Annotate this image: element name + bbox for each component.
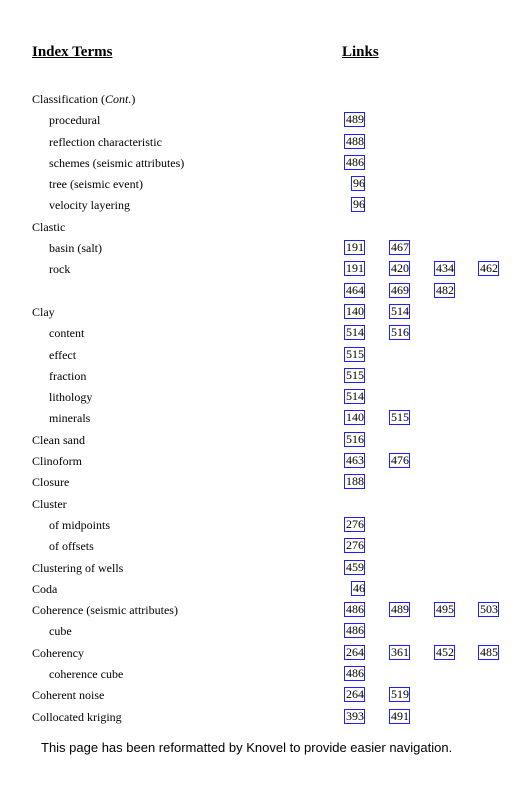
term-text: procedural [49, 113, 101, 128]
index-subterm [49, 135, 162, 150]
index-term [32, 582, 57, 597]
index-subterm [49, 348, 76, 363]
term-text: Clustering of wells [32, 560, 124, 575]
page-link[interactable]: 462 [480, 261, 498, 276]
term-text: Coherent noise [32, 688, 105, 703]
index-entries [0, 89, 531, 728]
term-text: Coherence (seismic attributes) [32, 603, 178, 618]
term-text: Collocated kriging [32, 709, 122, 724]
index-subterm [49, 326, 84, 341]
page-link[interactable]: 393 [346, 708, 364, 723]
page-link[interactable]: 514 [346, 325, 364, 340]
term-text: content [49, 326, 85, 341]
page-link[interactable]: 188 [346, 474, 364, 489]
index-row [0, 579, 531, 600]
term-text: basin (salt) [49, 241, 102, 256]
index-subterm [49, 518, 110, 533]
index-row [0, 366, 531, 387]
index-term [32, 646, 84, 661]
index-row [0, 195, 531, 216]
page-link[interactable]: 486 [346, 602, 364, 617]
index-subterm [49, 241, 102, 256]
index-row [0, 345, 531, 366]
page-link[interactable]: 514 [346, 389, 364, 404]
index-row [0, 259, 531, 280]
index-row [0, 89, 531, 110]
index-row [0, 132, 531, 153]
term-text: fraction [49, 368, 87, 383]
page-link[interactable]: 140 [346, 410, 364, 425]
page-link[interactable]: 467 [391, 240, 409, 255]
index-row [0, 643, 531, 664]
index-subterm [49, 113, 100, 128]
page-link[interactable]: 489 [391, 602, 409, 617]
index-term [32, 497, 67, 512]
page-link[interactable]: 519 [391, 687, 409, 702]
term-text: minerals [49, 411, 91, 426]
term-text: schemes (seismic attributes) [49, 155, 185, 170]
page-link[interactable]: 516 [346, 431, 364, 446]
index-row [0, 153, 531, 174]
page-link[interactable]: 140 [346, 303, 364, 318]
index-row [0, 323, 531, 344]
index-term [32, 710, 122, 725]
page-link[interactable]: 459 [346, 559, 364, 574]
page-link[interactable]: 514 [391, 303, 409, 318]
term-text: Clay [32, 304, 55, 319]
page-link[interactable]: 361 [391, 644, 409, 659]
page-link[interactable]: 503 [480, 602, 498, 617]
links-heading: Links [342, 44, 379, 60]
index-row [0, 408, 531, 429]
index-term [32, 433, 85, 448]
index-term [32, 561, 123, 576]
term-text: of midpoints [49, 517, 111, 532]
term-text: reflection characteristic [49, 134, 162, 149]
page-link[interactable]: 464 [346, 282, 364, 297]
index-row [0, 281, 531, 302]
page-link[interactable]: 488 [346, 133, 364, 148]
index-row [0, 387, 531, 408]
index-subterm [49, 624, 72, 639]
page-link[interactable]: 469 [391, 282, 409, 297]
index-row [0, 217, 531, 238]
term-text: Cluster [32, 496, 67, 511]
index-row [0, 707, 531, 728]
term-text: Clinoform [32, 454, 82, 469]
term-text: coherence cube [49, 667, 124, 682]
term-text: tree (seismic event) [49, 177, 143, 192]
page-link[interactable]: 486 [346, 623, 364, 638]
index-term [32, 475, 69, 490]
term-text: Classification ( [32, 92, 105, 106]
index-term [32, 603, 178, 618]
page-link[interactable]: 420 [391, 261, 409, 276]
page-link[interactable]: 96 [353, 176, 365, 191]
index-subterm [49, 177, 143, 192]
page-link[interactable]: 515 [346, 367, 364, 382]
term-text: Clean sand [32, 432, 85, 447]
index-term [32, 220, 65, 235]
index-row [0, 494, 531, 515]
index-subterm [49, 369, 86, 384]
page-link[interactable]: 516 [391, 325, 409, 340]
term-text: Coherency [32, 645, 84, 660]
index-row [0, 558, 531, 579]
index-row [0, 174, 531, 195]
term-text: velocity layering [49, 198, 130, 213]
index-row [0, 685, 531, 706]
page-link[interactable]: 191 [346, 261, 364, 276]
index-term [32, 688, 104, 703]
page-link[interactable]: 191 [346, 240, 364, 255]
index-row [0, 451, 531, 472]
page-link[interactable]: 276 [346, 538, 364, 553]
index-subterm [49, 411, 90, 426]
page-link[interactable]: 434 [436, 261, 454, 276]
index-row [0, 536, 531, 557]
index-subterm [49, 667, 123, 682]
term-text: of offsets [49, 539, 94, 554]
index-subterm [49, 539, 94, 554]
index-term [32, 92, 135, 107]
term-suffix-text: ) [131, 92, 136, 106]
page-link[interactable]: 46 [353, 580, 365, 595]
index-subterm [49, 262, 70, 277]
page-link[interactable]: 264 [346, 687, 364, 702]
page-link[interactable]: 486 [346, 154, 364, 169]
page-link[interactable]: 276 [346, 516, 364, 531]
index-row [0, 664, 531, 685]
index-row [0, 600, 531, 621]
page-link[interactable]: 489 [346, 112, 364, 127]
index-row [0, 238, 531, 259]
index-row [0, 302, 531, 323]
index-row [0, 430, 531, 451]
index-row [0, 472, 531, 493]
term-text: Coda [32, 581, 58, 596]
page-link[interactable]: 452 [436, 644, 454, 659]
page-link[interactable]: 485 [480, 644, 498, 659]
index-subterm [49, 390, 92, 405]
index-terms-heading: Index Terms [32, 44, 113, 60]
page-link[interactable]: 96 [353, 197, 365, 212]
term-text: rock [49, 262, 71, 277]
term-text: cube [49, 624, 72, 639]
index-row [0, 110, 531, 131]
page-link[interactable]: 515 [346, 346, 364, 361]
index-term [32, 305, 55, 320]
index-row [0, 515, 531, 536]
index-subterm [49, 198, 130, 213]
page-link[interactable]: 486 [346, 666, 364, 681]
index-term [32, 454, 82, 469]
page-link[interactable]: 264 [346, 644, 364, 659]
knovel-footer-note: This page has been reformatted by Knovel to provide easier navigation. [41, 740, 453, 755]
page-link[interactable]: 482 [436, 282, 454, 297]
term-text: Closure [32, 475, 70, 490]
index-subterm [49, 156, 184, 171]
page-link[interactable]: 495 [436, 602, 454, 617]
page-link[interactable]: 491 [391, 708, 409, 723]
page-link[interactable]: 515 [391, 410, 409, 425]
term-italic-text: Cont. [104, 92, 132, 106]
page-link[interactable]: 476 [391, 453, 409, 468]
term-text: lithology [49, 390, 93, 405]
index-row [0, 621, 531, 642]
term-text: effect [49, 347, 77, 362]
term-text: Clastic [32, 219, 66, 234]
page-link[interactable]: 463 [346, 453, 364, 468]
